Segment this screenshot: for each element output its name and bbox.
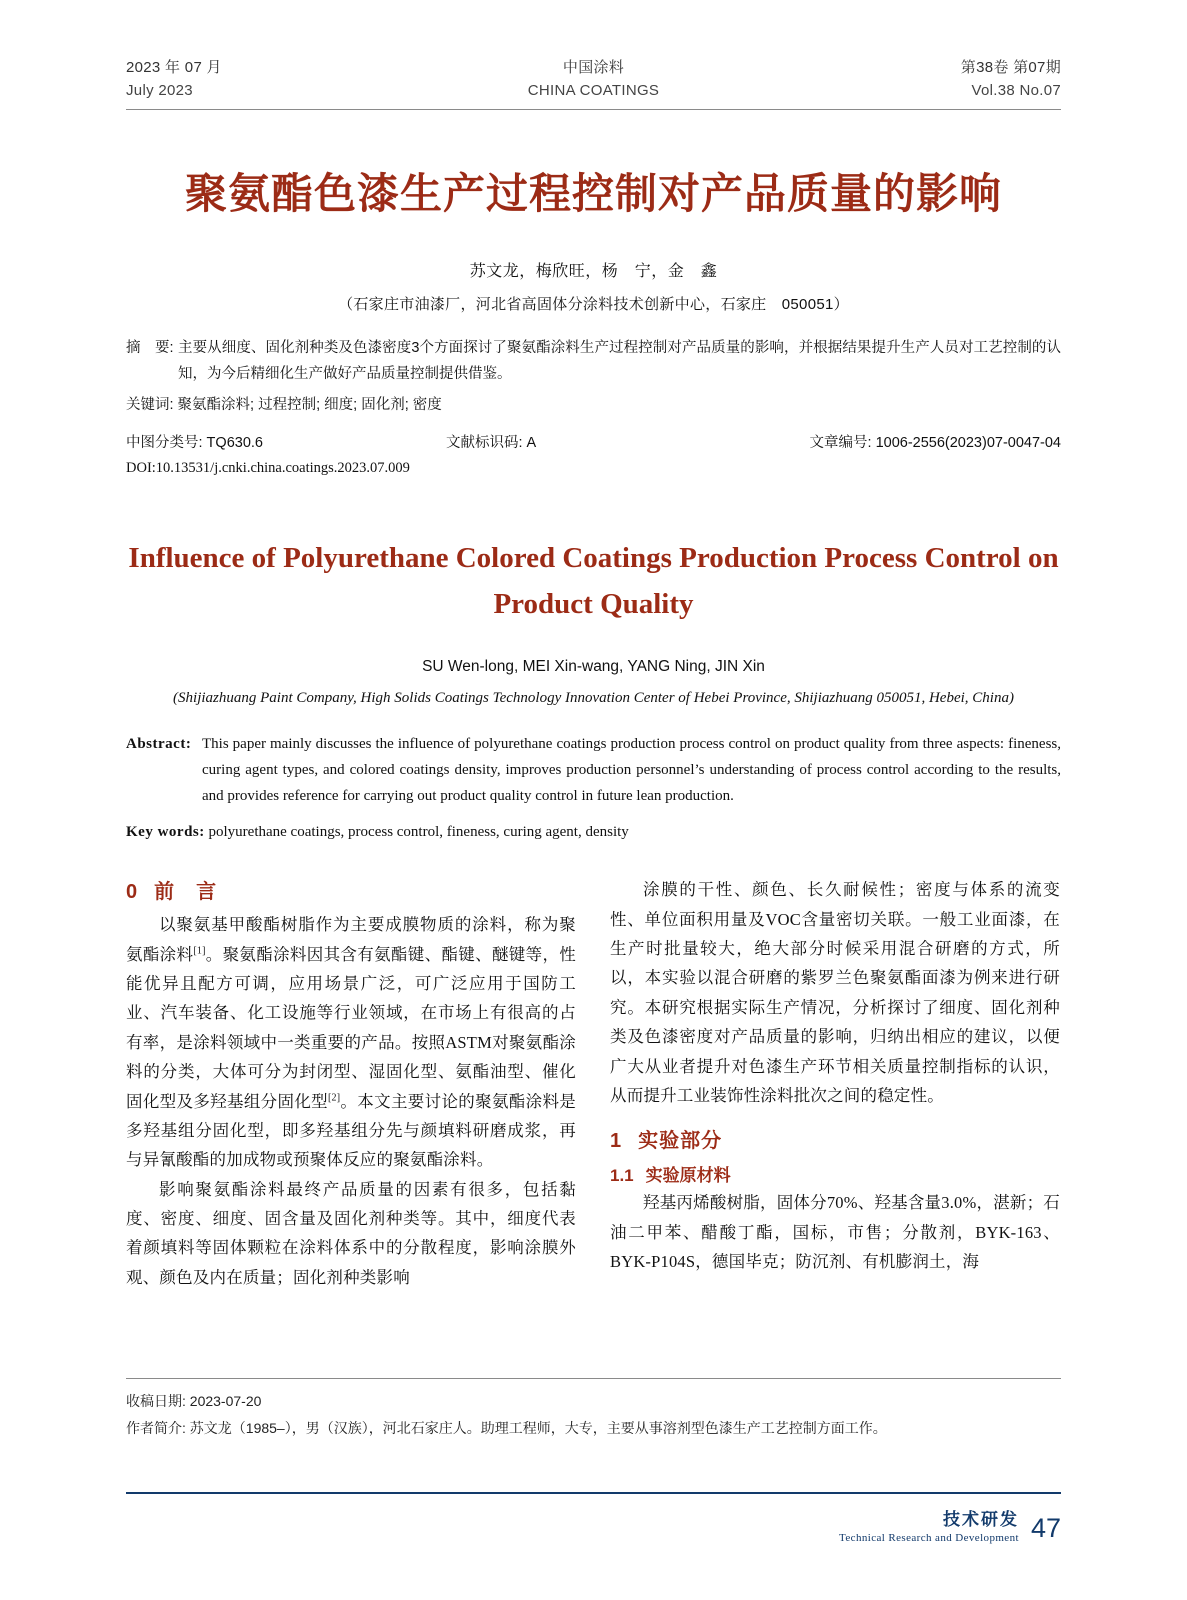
subsection-heading-materials [610, 1161, 1060, 1186]
subsection-title-1-1: 实验原材料 [645, 1166, 731, 1186]
volume-issue-cn: 第38卷 第07期 [960, 59, 1062, 76]
volume-issue-en: Vol.38 No.07 [971, 82, 1062, 100]
received-date: 收稿日期: 2023-07-20 [126, 1393, 262, 1409]
journal-name-en: CHINA COATINGS [527, 82, 660, 100]
affiliation-cn: （石家庄市油漆厂，河北省高固体分涂料技术创新中心，石家庄 050051） [338, 296, 849, 314]
section-title-1: 实验部分 [638, 1130, 723, 1153]
journal-name-cn: 中国涂料 [562, 59, 625, 76]
header-divider [126, 109, 1061, 110]
authors-en: SU Wen-long, MEI Xin-wang, YANG Ning, JIN Xin [422, 658, 765, 676]
footer-section-en: Technical Research and Development [839, 1532, 1019, 1544]
column-left [126, 875, 576, 1292]
section-heading-experiment [610, 1124, 1060, 1153]
section-number-0: 0 [126, 881, 139, 904]
body-columns [126, 875, 1061, 1292]
running-head [126, 0, 1061, 103]
paragraph-left-1 [126, 910, 576, 1174]
footnotes [126, 1388, 1061, 1443]
affiliation-en: (Shijiazhuang Paint Company, High Solids Coatings Technology Innovation Center of Hebei Province, Shijiazhuang 050051, Hebei, China) [173, 690, 1014, 707]
abstract-en [126, 732, 1061, 809]
page-footer [839, 1505, 1061, 1544]
paragraph-left-1-b: 。聚氨酯涂料因其含有氨酯键、酯键、醚键等，性能优异且配方可调，应用场景广泛，可广泛应用于国防工业、汽车装备、化工设施等行业领域，在市场上有很高的占有率，是涂料领域中一类重要的产品。按照ASTM对聚氨酯涂料的分类，大体可分为封闭型、湿固化型、氨酯油型、催化固化型及多羟基组分固化型 [126, 944, 576, 1111]
classification-row [126, 431, 1061, 452]
issue-date-cn: 2023 年 07 月 [126, 59, 222, 76]
document-code: 文献标识码: A [446, 434, 537, 451]
footer-section-cn: 技术研发 [942, 1510, 1019, 1529]
section-heading-intro [126, 875, 576, 904]
subsection-number-1-1: 1.1 [610, 1166, 634, 1186]
keywords-en [126, 820, 1061, 846]
paragraph-right-2: 羟基丙烯酸树脂，固体分70%、羟基含量3.0%，湛新；石油二甲苯、醋酸丁酯，国标，市售；分散剂，BYK-163、BYK-P104S，德国毕克；防沉剂、有机膨润土，海 [610, 1193, 1060, 1271]
running-head-center [438, 56, 750, 103]
footnote-divider [126, 1378, 1061, 1379]
abstract-cn-text: 主要从细度、固化剂种类及色漆密度3个方面探讨了聚氨酯涂料生产过程控制对产品质量的影响，并根据结果提升生产人员对工艺控制的认知，为今后精细化生产做好产品质量控制提供借鉴。 [178, 340, 1061, 382]
section-title-0: 前 言 [154, 881, 218, 904]
paragraph-left-1-a: 以聚氨基甲酸酯树脂作为主要成膜物质的涂料，称为聚氨酯涂料 [126, 915, 576, 964]
page-number: 47 [1030, 1513, 1061, 1543]
article-id: 文章编号: 1006-2556(2023)07-0047-04 [809, 434, 1061, 451]
abstract-cn [126, 336, 1061, 387]
keywords-cn: 关键词: 聚氨酯涂料; 过程控制; 细度; 固化剂; 密度 [126, 397, 442, 414]
abstract-en-label: Abstract: [126, 736, 192, 753]
reference-marker-2: [2] [328, 1092, 341, 1103]
issue-date-en: July 2023 [126, 82, 193, 100]
paragraph-left-1-c: 。本文主要讨论的聚氨酯涂料是多羟基组分固化型，即多羟基组分先与颜填料研磨成浆，再与异氰酸酯的加成物或预聚体反应的聚氨酯涂料。 [126, 1091, 576, 1170]
abstract-cn-label: 摘 要: [126, 340, 174, 357]
column-right [610, 875, 1060, 1292]
footer-labels [839, 1505, 1019, 1544]
clc-number: 中图分类号: TQ630.6 [126, 434, 263, 451]
reference-marker-1: [1] [193, 945, 206, 957]
section-number-1: 1 [610, 1130, 623, 1153]
abstract-en-text: This paper mainly discusses the influence of polyurethane coatings production process control on product quality from three aspects: fineness, curing agent types, and colored coatings density, improves production personnel’s understanding of process control according to the results, and provides reference for carrying out product quality control in future lean production. [202, 736, 1061, 805]
keywords-en-label: Key words: [126, 823, 205, 840]
keywords-en-text: polyurethane coatings, process control, fineness, curing agent, density [208, 823, 629, 840]
paragraph-right-1: 涂膜的干性、颜色、长久耐候性；密度与体系的流变性、单位面积用量及VOC含量密切关联。一般工业面漆，在生产时批量较大，绝大部分时候采用混合研磨的方式，所以，本实验以混合研磨的紫罗兰色聚氨酯面漆为例来进行研究。本研究根据实际生产情况，分析探讨了细度、固化剂种类及色漆密度对产品质量的影响，归纳出相应的建议，以便广大从业者提升对色漆生产环节相关质量控制指标的认识，从而提升工业装饰性涂料批次之间的稳定性。 [610, 880, 1060, 1105]
authors-cn: 苏文龙，梅欣旺，杨 宁，金 鑫 [469, 263, 718, 281]
running-head-right [749, 56, 1061, 103]
running-head-left [126, 56, 438, 103]
paragraph-left-2: 影响聚氨酯涂料最终产品质量的因素有很多，包括黏度、密度、细度、固含量及固化剂种类等。其中，细度代表着颜填料等固体颗粒在涂料体系中的分散程度，影响涂膜外观、颜色及内在质量；固化剂种类影响 [126, 1179, 576, 1287]
author-bio: 作者简介: 苏文龙（1985–），男（汉族），河北石家庄人。助理工程师，大专，主要从事溶剂型色漆生产工艺控制方面工作。 [126, 1420, 887, 1437]
footer-divider [126, 1492, 1061, 1494]
page-title-cn: 聚氨酯色漆生产过程控制对产品质量的影响 [184, 169, 1002, 217]
doi: DOI:10.13531/j.cnki.china.coatings.2023.07.009 [126, 459, 410, 476]
page-title-en: Influence of Polyurethane Colored Coatings Production Process Control on Product Quality [128, 541, 1059, 621]
